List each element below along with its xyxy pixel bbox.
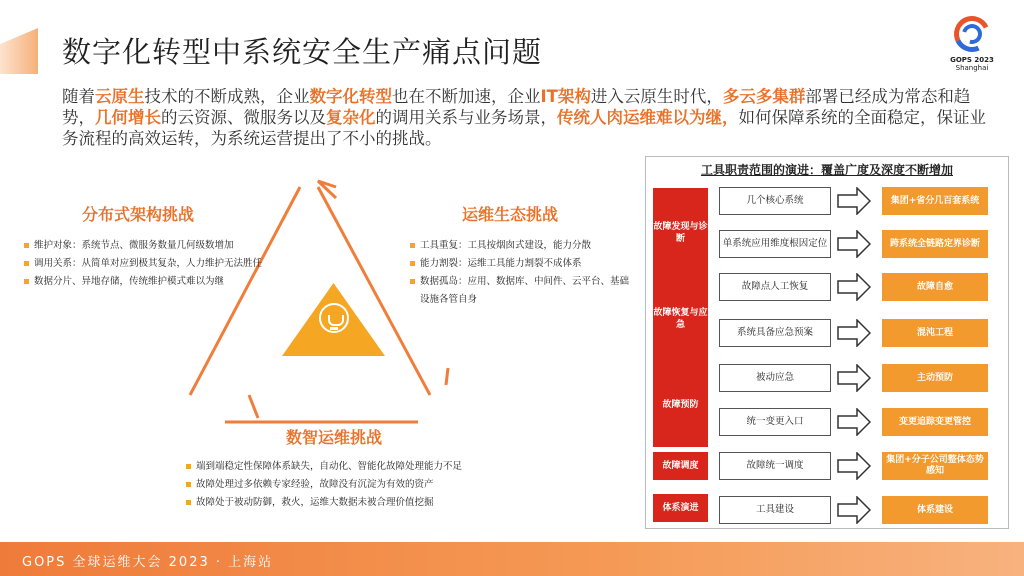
bullet-item: 端到端稳定性保障体系缺失，自动化、智能化故障处理能力不足 [186,458,546,476]
from-box: 工具建设 [719,496,831,524]
intro-segment: 的云资源、微服务以及 [161,108,326,127]
category-prevention: 故障预防 [653,362,708,447]
arrow-right-icon [837,319,871,347]
intro-segment: 技术的不断成熟，企业 [144,87,310,106]
bullet-item: 数据分片、异地存储，传统维护模式难以为继 [24,273,294,291]
to-box: 变更追踪变更管控 [882,408,988,436]
from-box: 单系统应用维度根因定位 [719,230,831,258]
intro-segment: 部署已经成为常态和趋势， [62,87,971,127]
title-accent-bar [0,28,38,74]
bullet-item: 故障处于被动防御，救火，运维大数据未被合理价值挖掘 [186,494,546,512]
section-title-intelligent: 数智运维挑战 [286,428,383,447]
arrow-tail-bottom-left [249,395,258,418]
intro-segment: 如何保障系统的全面稳定，保证业务流程的高效运转，为系统运营提出了不小的挑战。 [62,108,986,148]
from-box: 系统具备应急预案 [719,319,831,347]
category-detection: 故障发现与诊断 [653,188,708,278]
bullets-ecosystem [410,237,632,309]
section-title-ecosystem: 运维生态挑战 [462,205,559,224]
lightbulb-icon [319,303,349,333]
intro-segment: 进入云原生时代， [590,87,723,106]
logo-line2: Shanghai [955,64,989,72]
tool-evolution-panel [645,156,1009,529]
from-box: 几个核心系统 [719,187,831,215]
category-dispatch: 故障调度 [653,452,708,480]
section-title-distributed: 分布式架构挑战 [82,205,195,224]
intro-highlight: 复杂化 [326,108,376,127]
bullet-item: 维护对象：系统节点、微服务数量几何级数增加 [24,237,294,255]
to-box: 主动预防 [882,364,988,392]
bullet-item: 数据孤岛：应用、数据库、中间件、云平台、基础设施各管自身 [410,273,632,309]
arrow-right-icon [837,230,871,258]
arrow-right-icon [837,496,871,524]
bullets-distributed [24,237,294,291]
to-box: 集团+省分几百套系统 [882,187,988,215]
intro-highlight: 多云多集群 [722,87,806,106]
arrow-right-icon [837,273,871,301]
arrow-right-icon [837,187,871,215]
to-box: 体系建设 [882,496,988,524]
footer-text: GOPS 全球运维大会 2023 · 上海站 [22,555,274,570]
logo-line1: GOPS 2023 [950,56,994,64]
intro-highlight: 数字化转型 [309,87,392,106]
category-recovery: 故障恢复与应急 [653,274,708,364]
bullet-item: 调用关系：从简单对应到极其复杂，人力维护无法胜任 [24,255,294,273]
intro-highlight: 云原生 [95,87,145,106]
to-box: 故障自愈 [882,273,988,301]
gops-logo [946,14,998,84]
arrow-right-icon [837,364,871,392]
bullet-item: 故障处理过多依赖专家经验，故障没有沉淀为有效的资产 [186,476,546,494]
page-title: 数字化转型中系统安全生产痛点问题 [62,35,543,69]
intro-segment: 随着 [62,87,95,106]
from-box: 被动应急 [719,364,831,392]
to-box: 混沌工程 [882,319,988,347]
from-box: 统一变更入口 [719,408,831,436]
gops-logo-icon [952,14,992,54]
arrow-right-icon [837,452,871,480]
panel-title: 工具职责范围的演进：覆盖广度及深度不断增加 [700,163,953,177]
footer-bar [0,542,1024,576]
to-box: 集团+分子公司整体态势感知 [882,452,988,480]
intro-paragraph [62,86,992,149]
arrow-right-icon [837,408,871,436]
arrow-tail-right [446,368,448,385]
bullets-intelligent [186,458,546,512]
intro-highlight: 传统人肉运维难以为继， [557,108,739,127]
intro-highlight: IT架构 [540,87,591,106]
intro-segment: 也在不断加速，企业 [392,87,541,106]
to-box: 跨系统全链路定界诊断 [882,230,988,258]
from-box: 故障统一调度 [719,452,831,480]
category-evolution: 体系演进 [653,494,708,522]
intro-highlight: 几何增长 [95,108,161,127]
bullet-item: 能力割裂：运维工具能力割裂不成体系 [410,255,632,273]
intro-segment: 的调用关系与业务场景， [375,108,557,127]
bullet-item: 工具重复：工具按烟囱式建设，能力分散 [410,237,632,255]
from-box: 故障点人工恢复 [719,273,831,301]
